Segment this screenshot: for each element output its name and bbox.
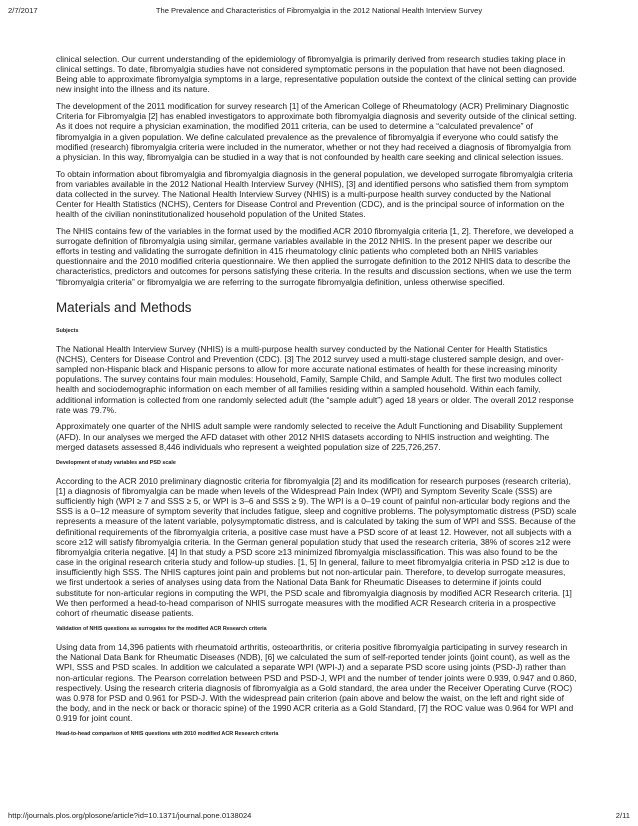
document-title: The Prevalence and Characteristics of Fibromyalgia in the 2012 National Health Interview Survey bbox=[155, 6, 483, 15]
development-paragraph: According to the ACR 2010 preliminary diagnostic criteria for fibromyalgia [2] and its modification for research purposes (research criteria), [1] a diagnosis of fibromyalgia can be made when levels of the Widespread Pain Index (WPI) and Symptom Severity Scale (SSS) are sufficiently high (WPI ≥ 7 and SSS ≥ 5, or WPI is 3–6 and SSS ≥ 9). The WPI is a 0–19 count of painful non-articular body regions and the SSS is a 0–12 measure of symptom severity that includes fatigue, sleep and cognitive problems. The polysymptomatic distress (PSD) scale represents a measure of the latent variable, polysymptomatic distress, and is calculated by taking the sum of WPI and SSS. Because of the definitional requirements of the fibromyalgia criteria, a positive case must have a PSD score of at least 12. However, not all subjects with a score ≥12 will satisfy fibromyalgia criteria. In the German general population study that used the research criteria, 38% of scores ≥12 were fibromyalgia criteria negative. [4] In that study a PSD score ≥13 minimized fibromyalgia misclassification. This was also found to be the case in the original research criteria study and follow-up studies. [1, 5] In general, failure to meet fibromyalgia criteria in PSD ≥12 is due to insufficiently high SSS. The NHIS captures joint pain and problems but not non-articular pain. Therefore, to develop surrogate measures, we first undertook a series of analyses using data from the National Data Bank for Rheumatic Diseases to determine if joints could substitute for non-articular regions in computing the WPI, the PSD scale and fibromyalgia diagnosis by modified ACR Research criteria. [1] We then performed a head-to-head comparison of NHIS surrogate measures with the modified ACR Research criteria in a prospective cohort of rheumatic disease patients. bbox=[56, 475, 577, 618]
head-to-head-heading: Head-to-head comparison of NHIS questions with 2010 modified ACR Research criteria bbox=[56, 731, 279, 738]
validation-paragraph: Using data from 14,396 patients with rheumatoid arthritis, osteoarthritis, or criteria positive fibromyalgia participating in survey research in the National Data Bank for Rheumatic Diseases (NDB), [6] we calculated the sum of self-reported tender joints (joint count), as well as the WPI, SSS and PSD scales. In addition we calculated a separate WPI (WPI-J) and a separate PSD score using joints (PSD-J) rather than non-articular regions. The Pearson correlation between PSD and PSD-J, WPI and the number of tender joints were 0.939, 0.947 and 0.860, respectively. Using the research criteria diagnosis of fibromyalgia as a Gold standard, the area under the Receiver Operating Curve (ROC) was 0.978 for PSD and 0.961 for PSD-J. With the widespread pain criterion (pain above and below the waist, on the left and right side of the body, and in the neck or back or thoracic spine) of the 1990 ACR criteria as a Gold Standard, [7] the ROC value was 0.964 for WPI and 0.919 for joint count. bbox=[56, 642, 577, 724]
intro-paragraph: clinical selection. Our current understanding of the epidemiology of fibromyalgia is primarily derived from research studies taking place in clinical settings. To date, fibromyalgia studies have not considered symptomatic persons in the population that have not been diagnosed. Being able to approximate fibromyalgia symptoms in a large, representative population outside the context of the clinical setting can provide new insight into the illness and its nature. bbox=[56, 54, 577, 95]
development-heading: Development of study variables and PSD scale bbox=[56, 459, 176, 466]
intro-paragraph: The development of the 2011 modification for survey research [1] of the American College of Rheumatology (ACR) Preliminary Diagnostic Criteria for Fibromyalgia [2] has enabled investigators to approximate both fibromyalgia diagnosis and severity outside of the clinical setting. As it does not require a physician examination, the modified 2011 criteria, can be used to determine a “calculated prevalence” of fibromyalgia in a given population. We define calculated prevalence as the prevalence of fibromyalgia if everyone who could satisfy the modified (research) fibromyalgia criteria were included in the numerator, whether or not they had received a diagnosis of fibromyalgia from a physician. In this way, fibromyalgia can be studied in a way that is not confounded by health care seeking and clinical selection issues. bbox=[56, 101, 577, 162]
page-header bbox=[8, 6, 630, 18]
validation-heading: Validation of NHIS questions as surrogates for the modified ACR Research criteria bbox=[56, 626, 267, 633]
intro-paragraph: The NHIS contains few of the variables in the format used by the modified ACR 2010 fibromyalgia criteria [1, 2]. Therefore, we developed a surrogate definition of fibromyalgia using similar, germane variables available in the 2012 NHIS. In the present paper we describe our efforts in testing and validating the surrogate definition in 415 rheumatology clinic patients who completed both an NHIS variables questionnaire and the 2010 modified criteria questionnaire. We then applied the surrogate definition to the 2012 NHIS data to describe the characteristics, predictors and outcomes for persons satisfying these criteria. In the results and discussion sections, when we use the term “fibromyalgia criteria” or fibromyalgia we are referring to the surrogate fibromyalgia definition, unless otherwise specified. bbox=[56, 225, 574, 287]
source-url: http://journals.plos.org/plosone/article?id=10.1371/journal.pone.0138024 bbox=[8, 811, 252, 820]
page-number: 2/11 bbox=[615, 811, 630, 820]
section-heading: Materials and Methods bbox=[56, 299, 192, 315]
print-date: 2/7/2017 bbox=[8, 6, 38, 15]
intro-paragraph: To obtain information about fibromyalgia and fibromyalgia diagnosis in the general population, we developed surrogate fibromyalgia criteria from variables available in the 2012 National Health Interview Survey (NHIS), [3] and identified persons who satisfied them from symptom data collected in the survey. The National Health Interview Survey (NHIS) is a multi-purpose health survey conducted by the National Center for Health Statistics (NCHS), Centers for Disease Control and Prevention (CDC), and is the principal source of information on the health of the civilian noninstitutionalized household population of the United States. bbox=[56, 168, 573, 220]
subjects-paragraph: Approximately one quarter of the NHIS adult sample were randomly selected to receive the Adult Functioning and Disability Supplement (AFD). In our analyses we merged the AFD dataset with other 2012 NHIS datasets according to NHIS instruction and weighting. The merged datasets assessed 8,446 individuals who represent a weighted population size of 225,726,257. bbox=[56, 421, 563, 452]
subjects-heading: Subjects bbox=[56, 327, 79, 334]
page-footer bbox=[8, 810, 630, 820]
subjects-paragraph: The National Health Interview Survey (NHIS) is a multi-purpose health survey conducted by the National Center for Health Statistics (NCHS), Centers for Disease Control and Prevention (CDC). [3] The 2012 survey used a multi-stage clustered sample design, and over-sampled non-Hispanic black and Hispanic persons to allow for more accurate national estimates of health for these increasing minority populations. The survey contains four main modules: Household, Family, Sample Child, and Sample Adult. The first two modules collect health and sociodemographic information on each member of all families residing within a sampled household. Within each family, additional information is collected from one randomly selected adult (the “sample adult”) aged 18 years or older. The overall 2012 response rate was 79.7%. bbox=[56, 343, 574, 415]
article-body bbox=[56, 54, 577, 747]
